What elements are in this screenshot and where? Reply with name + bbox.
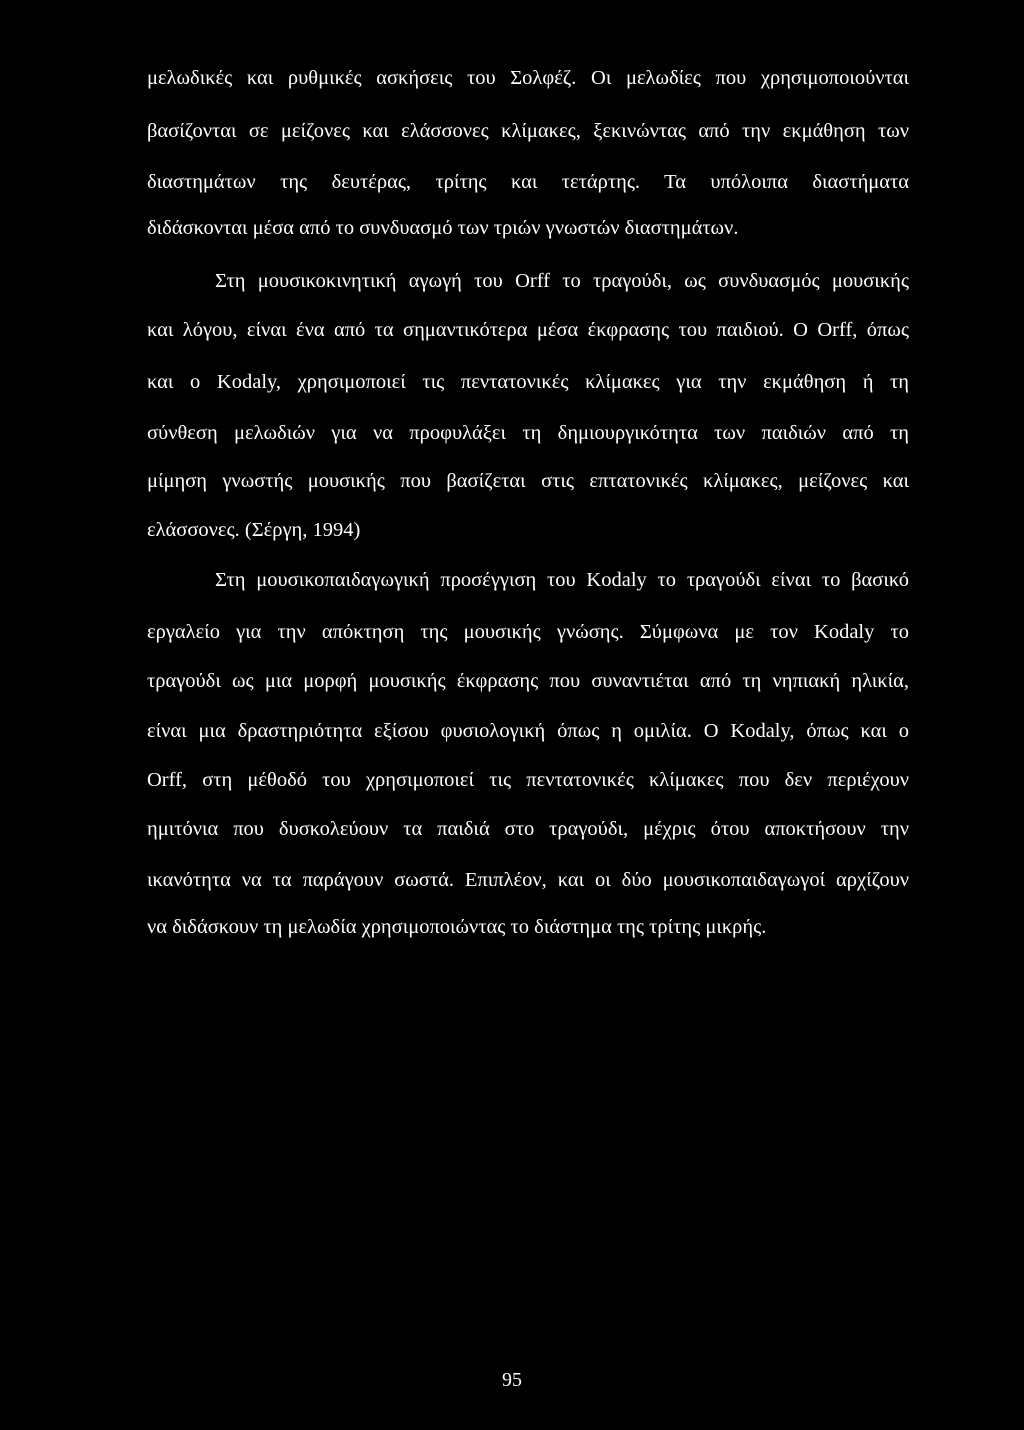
text-line-4: διδάσκονται μέσα από το συνδυασμό των τριών γνωστών διαστημάτων. (147, 217, 739, 239)
text-line-14: είναι μια δραστηριότητα εξίσου φυσιολογική όπως η ομιλία. Ο Kodaly, όπως και ο (147, 720, 909, 742)
text-line-17: ικανότητα να τα παράγουν σωστά. Επιπλέον, και οι δύο μουσικοπαιδαγωγοί αρχίζουν (147, 869, 909, 891)
page-number: 95 (502, 1369, 522, 1391)
text-line-18: να διδάσκουν τη μελωδία χρησιμοποιώντας το διάστημα της τρίτης μικρής. (147, 916, 767, 938)
text-line-1: μελωδικές και ρυθμικές ασκήσεις του Σολφέζ. Οι μελωδίες που χρησιμοποιούνται (147, 67, 909, 89)
text-line-8: σύνθεση μελωδιών για να προφυλάξει τη δημιουργικότητα των παιδιών από τη (147, 422, 909, 444)
text-line-15: Orff, στη μέθοδό του χρησιμοποιεί τις πεντατονικές κλίμακες που δεν περιέχουν (147, 769, 909, 791)
text-line-3: διαστημάτων της δευτέρας, τρίτης και τετάρτης. Τα υπόλοιπα διαστήματα (147, 171, 909, 193)
text-line-7: και ο Kodaly, χρησιμοποιεί τις πεντατονικές κλίμακες για την εκμάθηση ή τη (147, 371, 909, 393)
text-line-12: εργαλείο για την απόκτηση της μουσικής γνώσης. Σύμφωνα με τον Kodaly το (147, 621, 909, 643)
text-line-6: και λόγου, είναι ένα από τα σημαντικότερα μέσα έκφρασης του παιδιού. Ο Orff, όπως (147, 319, 909, 341)
text-line-5: Στη μουσικοκινητική αγωγή του Orff το τραγούδι, ως συνδυασμός μουσικής (215, 270, 909, 292)
text-line-10: ελάσσονες. (Σέργη, 1994) (147, 519, 361, 541)
text-line-2: βασίζονται σε μείζονες και ελάσσονες κλίμακες, ξεκινώντας από την εκμάθηση των (147, 120, 909, 142)
text-line-13: τραγούδι ως μια μορφή μουσικής έκφρασης που συναντιέται από τη νηπιακή ηλικία, (147, 670, 909, 692)
text-line-11: Στη μουσικοπαιδαγωγική προσέγγιση του Kodaly το τραγούδι είναι το βασικό (215, 569, 909, 591)
text-line-16: ημιτόνια που δυσκολεύουν τα παιδιά στο τραγούδι, μέχρις ότου αποκτήσουν την (147, 818, 909, 840)
text-line-9: μίμηση γνωστής μουσικής που βασίζεται στις επτατονικές κλίμακες, μείζονες και (147, 470, 909, 492)
